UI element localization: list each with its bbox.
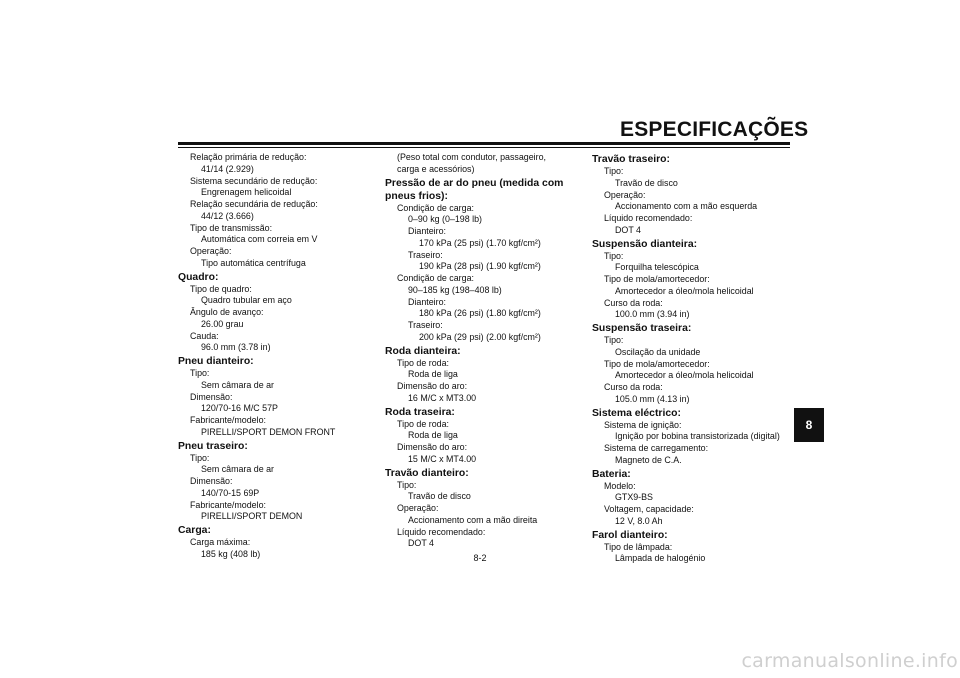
spec-value: 15 M/C x MT4.00 [408,453,477,464]
spec-label: Operação: [604,189,646,200]
spec-value: 12 V, 8.0 Ah [615,515,663,526]
spec-label: Condição de carga: [397,273,474,283]
spec-heading: Travão dianteiro: [385,467,469,479]
spec-value: Dianteiro: [408,226,446,236]
spec-value: 0–90 kg (0–198 lb) [408,214,483,225]
spec-value: Dianteiro: [408,296,446,307]
spec-label: Tipo de roda: [397,357,449,368]
spec-label: Operação: [190,246,232,256]
spec-value: Sem câmara de ar [201,464,275,475]
spec-heading: Pneu dianteiro: [178,356,254,367]
spec-heading: Bateria: [592,468,631,480]
spec-value: Accionamento com a mão esquerda [615,201,758,212]
spec-label: Dimensão do aro: [397,381,468,391]
spec-label: Tipo: [604,166,624,176]
spec-label: Líquido recomendado: [604,213,693,223]
spec-value: PIRELLI/SPORT DEMON FRONT [201,426,336,437]
spec-label: Tipo: [190,452,210,463]
spec-value: Engrenagem helicoidal [201,187,292,198]
spec-heading: Pressão de ar do pneu (medida com pneus frios): [385,177,564,202]
spec-label: Tipo de transmissão: [190,222,273,233]
spec-heading: Roda traseira: [385,406,455,418]
spec-label: Tipo: [604,335,624,345]
spec-heading: Carga: [178,525,211,536]
spec-value: 200 kPa (29 psi) (2.00 kgf/cm²) [419,331,541,342]
spec-label: Líquido recomendado: [397,526,486,537]
spec-value: Sem câmara de ar [201,379,275,390]
page-number: 8-2 [473,553,487,563]
spec-value: 16 M/C x MT3.00 [408,392,477,403]
spec-label: Condição de carga: [397,202,474,213]
spec-value: Magneto de C.A. [615,454,682,465]
spec-value: 170 kPa (25 psi) (1.70 kgf/cm²) [419,237,541,248]
spec-label: Relação primária de redução: [190,152,307,162]
spec-label: Ângulo de avanço: [190,307,264,317]
spec-value: Quadro tubular em aço [201,295,292,306]
spec-heading: Suspensão dianteira: [592,238,698,250]
spec-label: Curso da roda: [604,297,663,308]
spec-value: Accionamento com a mão direita [408,514,538,525]
spec-label: Relação secundária de redução: [190,199,318,209]
page-title: ESPECIFICAÇÕES [620,118,809,141]
spec-label: Tipo: [604,250,624,261]
spec-value: 190 kPa (28 psi) (1.90 kgf/cm²) [419,261,541,272]
spec-label: Tipo de mola/amortecedor: [604,274,710,284]
spec-heading: Suspensão traseira: [592,323,692,334]
spec-value: Travão de disco [408,491,471,502]
spec-label: Fabricante/modelo: [190,499,266,510]
spec-label: (Peso total com condutor, passageiro, [397,152,546,162]
watermark: carmanualsonline.info [741,650,958,672]
spec-value: Traseiro: [408,320,443,330]
spec-value: Roda de liga [408,430,458,441]
spec-value: Traseiro: [408,249,443,260]
spec-value: Automática com correia em V [201,234,318,245]
spec-label: Dimensão: [190,391,233,402]
header-rule-thin [178,147,790,148]
spec-label: Tipo de lâmpada: [604,541,673,552]
spec-value: 120/70-16 M/C 57P [201,403,278,414]
chapter-tab: 8 [794,408,824,442]
spec-label: Tipo: [397,479,417,490]
spec-value: 90–185 kg (198–408 lb) [408,284,502,295]
spec-label: Cauda: [190,330,219,341]
spec-label: Curso da roda: [604,382,663,392]
spec-value: Tipo automática centrífuga [201,257,306,268]
spec-heading: Travão traseiro: [592,154,670,165]
spec-label: Operação: [397,503,439,513]
spec-value: 100.0 mm (3.94 in) [615,309,690,320]
spec-heading: Pneu traseiro: [178,440,248,452]
spec-heading: Roda dianteira: [385,345,461,357]
spec-column-2 [385,152,585,550]
spec-label: Tipo de quadro: [190,283,252,294]
spec-heading: Farol dianteiro: [592,529,668,541]
header-rule [178,142,790,145]
spec-label: Dimensão do aro: [397,442,468,452]
spec-label: Voltagem, capacidade: [604,504,694,514]
spec-value: Roda de liga [408,369,458,380]
spec-column-3 [592,152,792,565]
spec-value: 96.0 mm (3.78 in) [201,342,271,353]
spec-value: Forquilha telescópica [615,262,699,273]
spec-heading: Quadro: [178,271,219,283]
spec-value: DOT 4 [408,538,434,549]
spec-value: 180 kPa (26 psi) (1.80 kgf/cm²) [419,308,541,319]
spec-label: Tipo de mola/amortecedor: [604,358,710,369]
spec-label: Sistema de ignição: [604,419,682,430]
spec-value: Travão de disco [615,177,678,188]
spec-label: Sistema secundário de redução: [190,175,318,186]
spec-value: 26.00 grau [201,318,244,329]
spec-value: 105.0 mm (4.13 in) [615,393,690,404]
spec-column-1 [178,152,378,561]
spec-label: Sistema de carregamento: [604,443,709,453]
spec-label: Fabricante/modelo: [190,415,266,425]
spec-label: Tipo: [190,368,210,378]
spec-label: Modelo: [604,480,636,491]
spec-heading: Sistema eléctrico: [592,407,681,419]
spec-label: Dimensão: [190,476,233,486]
spec-value: GTX9-BS [615,492,653,503]
spec-value: Lâmpada de halogénio [615,553,706,564]
spec-label: carga e acessórios) [397,163,475,174]
spec-value: 185 kg (408 lb) [201,548,261,559]
spec-label: Tipo de roda: [397,418,449,429]
spec-value: 140/70-15 69P [201,487,260,498]
spec-value: DOT 4 [615,224,641,235]
spec-value: 44/12 (3.666) [201,210,254,221]
spec-value: Amortecedor a óleo/mola helicoidal [615,370,754,381]
spec-value: Amortecedor a óleo/mola helicoidal [615,285,754,296]
spec-value: Oscilação da unidade [615,346,701,357]
spec-value: 41/14 (2.929) [201,163,254,174]
spec-value: Ignição por bobina transistorizada (digital) [615,431,780,442]
spec-value: PIRELLI/SPORT DEMON [201,511,303,522]
spec-label: Carga máxima: [190,537,251,547]
